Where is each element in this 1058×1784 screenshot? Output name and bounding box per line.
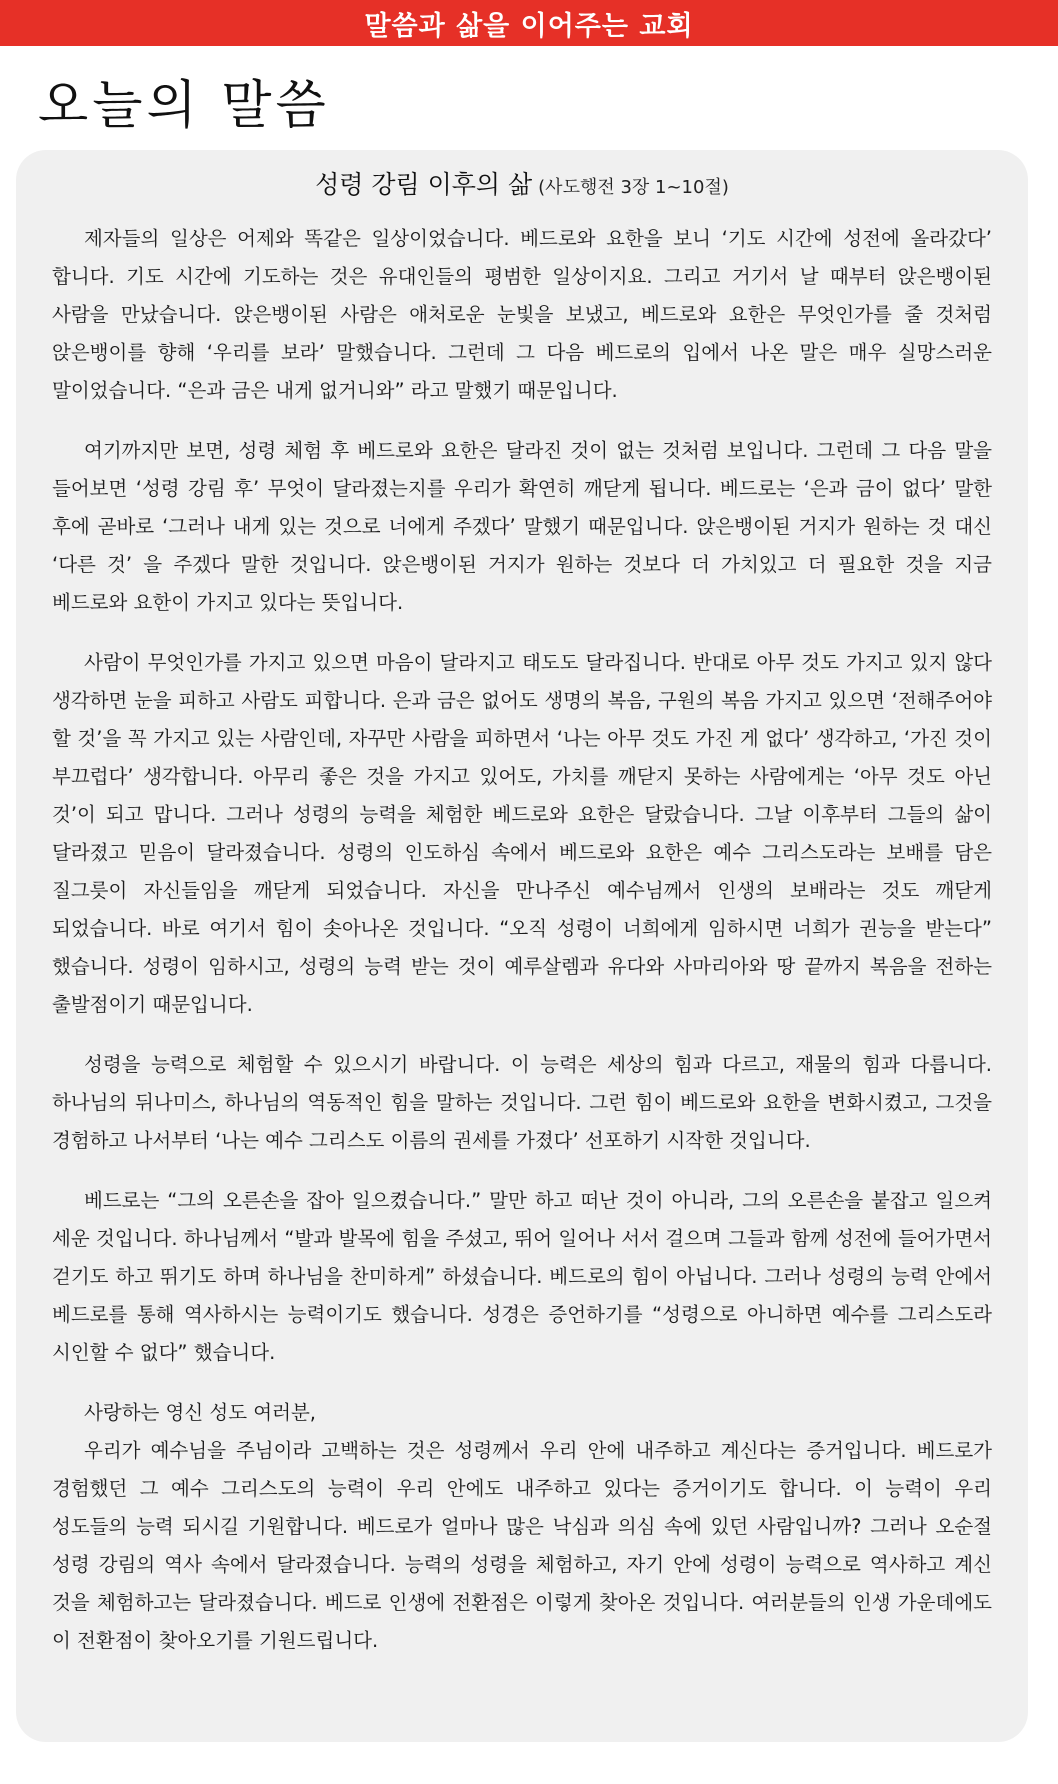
sermon-heading	[52, 170, 992, 200]
sermon-greeting: 사랑하는 영신 성도 여러분,	[84, 1401, 317, 1424]
sermon-card	[16, 150, 1028, 1742]
sermon-paragraph-4: 성령을 능력으로 체험할 수 있으시기 바랍니다. 이 능력은 세상의 힘과 다르고, 재물의 힘과 다릅니다. 하나님의 뒤나미스, 하나님의 역동적인 힘을 말하는 것입니다. 그런 힘이 베드로와 요한을 변화시켰고, 그것을 경험하고 나서부터 ‘나는 예수 그리스도 이름의 권세를 가졌다’ 선포하기 시작한 것입니다.	[52, 1053, 992, 1152]
scripture-reference: (사도행전 3장 1~10절)	[538, 177, 729, 198]
sermon-paragraph-3: 사람이 무엇인가를 가지고 있으면 마음이 달라지고 태도도 달라집니다. 반대로 아무 것도 가지고 있지 않다 생각하면 눈을 피하고 사람도 피합니다. 은과 금은 없어도 생명의 복음, 구원의 복음 가지고 있으면 ‘전해주어야 할 것’을 꼭 가지고 있는 사람인데, 자꾸만 사람을 피하면서 ‘나는 아무 것도 가진 게 없다’ 생각하고, ‘가진 것이 부끄럽다’ 생각합니다. 아무리 좋은 것을 가지고 있어도, 가치를 깨닫지 못하는 사람에게는 ‘아무 것도 아닌 것’이 되고 맙니다. 그러나 성령의 능력을 체험한 베드로와 요한은 달랐습니다. 그날 이후부터 그들의 삶이 달라졌고 믿음이 달라졌습니다. 성령의 인도하심 속에서 베드로와 요한은 예수 그리스도라는 보배를 담은 질그릇이 자신들임을 깨닫게 되었습니다. 자신을 만나주신 예수님께서 인생의 보배라는 것도 깨닫게 되었습니다. 바로 여기서 힘이 솟아나온 것입니다. “오직 성령이 너희에게 임하시면 너희가 권능을 받는다” 했습니다. 성령이 임하시고, 성령의 능력 받는 것이 예루살렘과 유다와 사마리아와 땅 끝까지 복음을 전하는 출발점이기 때문입니다.	[52, 651, 992, 1016]
sermon-paragraph-5: 베드로는 “그의 오른손을 잡아 일으켰습니다.” 말만 하고 떠난 것이 아니라, 그의 오른손을 붙잡고 일으켜 세운 것입니다. 하나님께서 “발과 발목에 힘을 주셨고, 뛰어 일어나 서서 걸으며 그들과 함께 성전에 들어가면서 걷기도 하고 뛰기도 하며 하나님을 찬미하게” 하셨습니다. 베드로의 힘이 아닙니다. 그러나 성령의 능력 안에서 베드로를 통해 역사하시는 능력이기도 했습니다. 성경은 증언하기를 “성령으로 아니하면 예수를 그리스도라 시인할 수 없다” 했습니다.	[52, 1189, 992, 1364]
sermon-paragraph-2: 여기까지만 보면, 성령 체험 후 베드로와 요한은 달라진 것이 없는 것처럼 보입니다. 그런데 그 다음 말을 들어보면 ‘성령 강림 후’ 무엇이 달라졌는지를 우리가 확연히 깨닫게 됩니다. 베드로는 ‘은과 금이 없다’ 말한 후에 곧바로 ‘그러나 내게 있는 것으로 너에게 주겠다’ 말했기 때문입니다. 앉은뱅이된 거지가 원하는 것 대신 ‘다른 것’ 을 주겠다 말한 것입니다. 앉은뱅이된 거지가 원하는 것보다 더 가치있고 더 필요한 것을 지금 베드로와 요한이 가지고 있다는 뜻입니다.	[52, 439, 992, 614]
church-slogan: 말씀과 삶을 이어주는 교회	[364, 10, 694, 42]
page-title: 오늘의 말씀	[38, 76, 330, 136]
sermon-title: 성령 강림 이후의 삶	[315, 170, 533, 199]
header-banner	[0, 0, 1058, 46]
sermon-paragraph-6: 우리가 예수님을 주님이라 고백하는 것은 성령께서 우리 안에 내주하고 계신다는 증거입니다. 베드로가 경험했던 그 예수 그리스도의 능력이 우리 안에도 내주하고 있다는 증거이기도 합니다. 이 능력이 우리 성도들의 능력 되시길 기원합니다. 베드로가 얼마나 많은 낙심과 의심 속에 있던 사람입니까? 그러나 오순절 성령 강림의 역사 속에서 달라졌습니다. 능력의 성령을 체험하고, 자기 안에 성령이 능력으로 역사하고 계신 것을 체험하고는 달라졌습니다. 베드로 인생에 전환점은 이렇게 찾아온 것입니다. 여러분들의 인생 가운데에도 이 전환점이 찾아오기를 기원드립니다.	[52, 1439, 992, 1652]
sermon-paragraph-1: 제자들의 일상은 어제와 똑같은 일상이었습니다. 베드로와 요한을 보니 ‘기도 시간에 성전에 올라갔다’ 합니다. 기도 시간에 기도하는 것은 유대인들의 평범한 일상이지요. 그리고 거기서 날 때부터 앉은뱅이된 사람을 만났습니다. 앉은뱅이된 사람은 애처로운 눈빛을 보냈고, 베드로와 요한은 무엇인가를 줄 것처럼 앉은뱅이를 향해 ‘우리를 보라’ 말했습니다. 그런데 그 다음 베드로의 입에서 나온 말은 매우 실망스러운 말이었습니다. “은과 금은 내게 없거니와” 라고 말했기 때문입니다.	[52, 227, 992, 402]
